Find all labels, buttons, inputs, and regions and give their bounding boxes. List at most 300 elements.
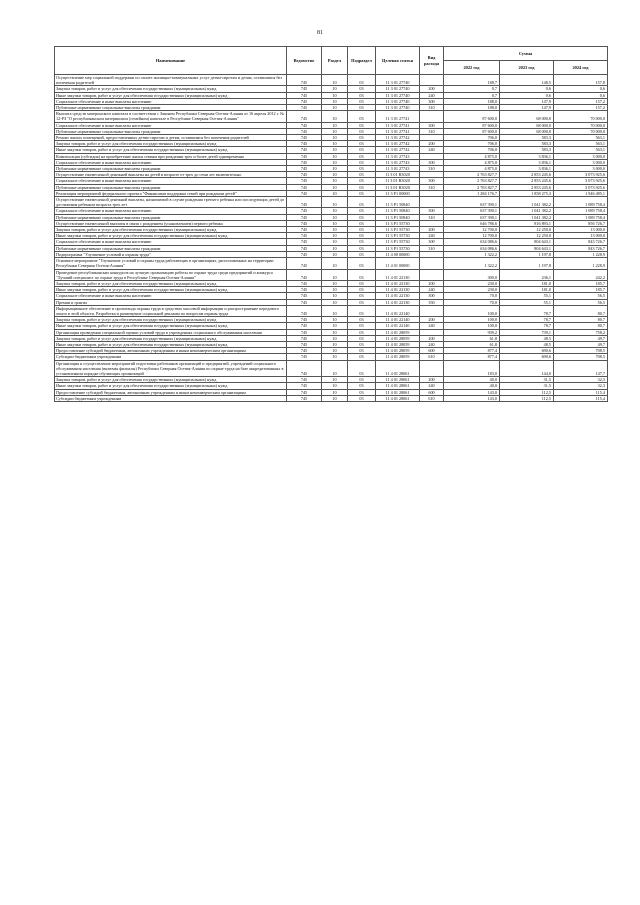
row-2024: 708,5: [554, 348, 608, 354]
row-2023: 12 250,0: [500, 233, 554, 239]
row-ministry: 745: [287, 287, 322, 293]
row-name: Иные закупки товаров, работ и услуг для обеспечения государственных (муниципальных) нужд: [55, 147, 287, 153]
row-section: 10: [322, 178, 348, 184]
row-2022: 87 600,0: [444, 111, 500, 122]
row-subsection: 03: [348, 341, 376, 347]
row-target: 11 3 P1 55730: [376, 245, 420, 251]
row-2022: 143,0: [444, 389, 500, 395]
row-subsection: 03: [348, 166, 376, 172]
row-name: Социальное обеспечение и иные выплаты населению: [55, 122, 287, 128]
row-expense: 610: [420, 395, 444, 401]
row-target: 11 4 01 28061: [376, 395, 420, 401]
row-expense: 600: [420, 389, 444, 395]
row-name: Закупка товаров, работ и услуг для обеспечения государственных (муниципальных) нужд: [55, 280, 287, 286]
row-name: Субсидии бюджетным учреждениям: [55, 395, 287, 401]
row-ministry: 745: [287, 323, 322, 329]
row-2024: 843 726,7: [554, 239, 608, 245]
page-number: 81: [317, 30, 323, 36]
table-row: [55, 305, 608, 316]
row-2022: 4 875,0: [444, 159, 500, 165]
row-ministry: 745: [287, 348, 322, 354]
row-2024: 147,7: [554, 360, 608, 377]
row-target: 11 4 01 28059: [376, 354, 420, 360]
row-2024: 3 073 925,6: [554, 184, 608, 190]
row-2022: 2 763 827,7: [444, 172, 500, 178]
row-2022: 100,0: [444, 323, 500, 329]
row-expense: 200: [420, 317, 444, 323]
row-2022: 40,0: [444, 377, 500, 383]
row-2023: 181,0: [500, 280, 554, 286]
row-2024: 13 000,0: [554, 233, 608, 239]
row-section: 10: [322, 287, 348, 293]
row-name: Организация проведения специальной оценки условий труда в учреждениях социального обслуживания населения: [55, 329, 287, 335]
row-name: Информационное обеспечение и пропаганда охраны труда в средствах массовой информации и распространение передового опыта в этой области. Разработка и размещение социальной рекламы по вопросам охраны труда: [55, 305, 287, 316]
row-subsection: 03: [348, 159, 376, 165]
row-subsection: 03: [348, 98, 376, 104]
row-2022: 637 390,1: [444, 214, 500, 220]
row-target: 11 3 01 27740: [376, 105, 420, 111]
row-subsection: 03: [348, 239, 376, 245]
row-subsection: 03: [348, 335, 376, 341]
row-expense: 240: [420, 147, 444, 153]
row-section: 10: [322, 354, 348, 360]
row-name: Осуществление мер социальной поддержки по оплате жилищно-коммунальных услуг детям-сиротам и детям, оставшимся без попечения родителей: [55, 75, 287, 86]
row-name: Иные закупки товаров, работ и услуг для обеспечения государственных (муниципальных) нужд: [55, 383, 287, 389]
row-expense: 200: [420, 86, 444, 92]
row-name: Публичные нормативные социальные выплаты гражданам: [55, 214, 287, 220]
row-section: 10: [322, 269, 348, 280]
row-section: 10: [322, 184, 348, 190]
row-section: 10: [322, 329, 348, 335]
row-2022: 637 390,1: [444, 197, 500, 208]
row-subsection: 03: [348, 354, 376, 360]
row-expense: [420, 111, 444, 122]
row-subsection: 03: [348, 329, 376, 335]
row-section: 10: [322, 197, 348, 208]
row-2022: 2 763 827,7: [444, 184, 500, 190]
row-section: 10: [322, 172, 348, 178]
row-ministry: 745: [287, 172, 322, 178]
row-2024: 1 228,9: [554, 251, 608, 257]
row-name: Реализация мероприятий федерального проекта "Финансовая поддержка семей при рождении детей": [55, 190, 287, 196]
row-name: Проведение республиканских конкурсов на лучшую организацию работы по охране труда среди предприятий и конкурса "Лучший специалист по охране труда в Республике Северная Осетия-Алания": [55, 269, 287, 280]
row-2023: 112,5: [500, 389, 554, 395]
row-2023: 12 250,0: [500, 227, 554, 233]
row-2022: 87 600,0: [444, 128, 500, 134]
row-target: 11 4 01 28061: [376, 383, 420, 389]
row-expense: 200: [420, 377, 444, 383]
row-expense: [420, 360, 444, 377]
row-target: 11 4 01 22130: [376, 269, 420, 280]
row-name: Закупка товаров, работ и услуг для обеспечения государственных (муниципальных) нужд: [55, 377, 287, 383]
row-section: 10: [322, 220, 348, 226]
row-name: Закупка товаров, работ и услуг для обеспечения государственных (муниципальных) нужд: [55, 141, 287, 147]
row-2023: 583,3: [500, 141, 554, 147]
row-2023: 1 197,8: [500, 258, 554, 269]
row-name: Публичные нормативные социальные выплаты гражданам: [55, 166, 287, 172]
row-ministry: 745: [287, 245, 322, 251]
row-2022: 706,0: [444, 147, 500, 153]
row-2024: 0,6: [554, 86, 608, 92]
row-target: 11 3 P1 55730: [376, 220, 420, 226]
row-expense: 300: [420, 293, 444, 299]
row-target: 11 4 01 22130: [376, 293, 420, 299]
header-sum: Сумма: [444, 47, 608, 61]
row-target: 11 4 01 28061: [376, 389, 420, 395]
row-section: 10: [322, 208, 348, 214]
row-name: Предоставление субсидий бюджетным, автономным учреждениям и иным некоммерческим организациям: [55, 348, 287, 354]
row-subsection: 03: [348, 245, 376, 251]
row-section: 10: [322, 335, 348, 341]
row-subsection: 03: [348, 105, 376, 111]
row-name: Закупка товаров, работ и услуг для обеспечения государственных (муниципальных) нужд: [55, 227, 287, 233]
row-expense: 310: [420, 166, 444, 172]
row-2024: 157,2: [554, 105, 608, 111]
row-2024: 115,4: [554, 389, 608, 395]
row-name: Социальное обеспечение и иные выплаты населению: [55, 178, 287, 184]
row-ministry: 745: [287, 329, 322, 335]
row-subsection: 03: [348, 377, 376, 383]
header-name: Наименование: [55, 47, 287, 75]
row-ministry: 745: [287, 354, 322, 360]
row-ministry: 745: [287, 141, 322, 147]
row-2024: 1 228,9: [554, 258, 608, 269]
row-2022: 1 284 176,7: [444, 190, 500, 196]
row-section: 10: [322, 389, 348, 395]
row-subsection: 03: [348, 220, 376, 226]
row-2023: 112,5: [500, 395, 554, 401]
row-ministry: 745: [287, 111, 322, 122]
row-2023: 78,7: [500, 323, 554, 329]
row-section: 10: [322, 159, 348, 165]
row-2023: 144,0: [500, 360, 554, 377]
row-section: 10: [322, 128, 348, 134]
row-subsection: 03: [348, 141, 376, 147]
row-subsection: 03: [348, 92, 376, 98]
row-ministry: 745: [287, 153, 322, 159]
row-ministry: 745: [287, 251, 322, 257]
row-ministry: 745: [287, 383, 322, 389]
row-2024: 563,1: [554, 135, 608, 141]
row-section: 10: [322, 111, 348, 122]
row-target: 11 4 01 28061: [376, 377, 420, 383]
row-2023: 739,1: [500, 329, 554, 335]
row-name: Публичные нормативные социальные выплаты гражданам: [55, 184, 287, 190]
row-expense: 310: [420, 245, 444, 251]
header-ministry: Ведомство: [287, 47, 322, 75]
row-expense: 200: [420, 227, 444, 233]
row-target: 11 3 P1 00000: [376, 190, 420, 196]
row-expense: 300: [420, 239, 444, 245]
row-ministry: 745: [287, 305, 322, 316]
row-subsection: 03: [348, 287, 376, 293]
row-subsection: 03: [348, 251, 376, 257]
row-2024: 80,7: [554, 305, 608, 316]
row-section: 10: [322, 135, 348, 141]
row-target: 11 3 P1 50840: [376, 214, 420, 220]
row-name: Социальное обеспечение и иные выплаты населению: [55, 98, 287, 104]
row-target: 11 4 01 22140: [376, 323, 420, 329]
row-2024: 3 000,0: [554, 153, 608, 159]
row-2023: 31,5: [500, 383, 554, 389]
row-subsection: 03: [348, 214, 376, 220]
row-section: 10: [322, 299, 348, 305]
row-2023: 148,5: [500, 75, 554, 86]
row-2024: 563,1: [554, 147, 608, 153]
row-name: Публичные нормативные социальные выплаты гражданам: [55, 105, 287, 111]
row-section: 10: [322, 141, 348, 147]
header-section: Раздел: [322, 47, 348, 75]
row-2022: 0,7: [444, 86, 500, 92]
row-2022: 634 086,6: [444, 245, 500, 251]
row-2022: 87 600,0: [444, 122, 500, 128]
row-2024: 0,6: [554, 92, 608, 98]
row-subsection: 03: [348, 128, 376, 134]
row-section: 10: [322, 251, 348, 257]
row-2023: 583,3: [500, 135, 554, 141]
row-section: 10: [322, 377, 348, 383]
row-2024: 32,3: [554, 383, 608, 389]
row-subsection: 03: [348, 135, 376, 141]
row-2024: 13 000,0: [554, 227, 608, 233]
row-ministry: 745: [287, 105, 322, 111]
row-section: 10: [322, 395, 348, 401]
row-target: 11 3 01 27740: [376, 86, 420, 92]
row-2022: 877,4: [444, 354, 500, 360]
row-target: 11 4 00 00000: [376, 251, 420, 257]
header-2024: 2024 год: [554, 61, 608, 75]
row-subsection: 03: [348, 75, 376, 86]
row-2023: 690,6: [500, 354, 554, 360]
row-target: 11 3 01 27740: [376, 75, 420, 86]
row-2024: 70 000,0: [554, 122, 608, 128]
row-target: 11 3 01 27741: [376, 128, 420, 134]
row-name: Закупка товаров, работ и услуг для обеспечения государственных (муниципальных) нужд: [55, 335, 287, 341]
row-2022: 143,0: [444, 395, 500, 401]
row-expense: 240: [420, 383, 444, 389]
row-2024: 242,2: [554, 269, 608, 280]
row-2024: 708,5: [554, 354, 608, 360]
row-expense: 300: [420, 122, 444, 128]
row-2024: 70 000,0: [554, 128, 608, 134]
row-section: 10: [322, 317, 348, 323]
table-row: [55, 111, 608, 122]
budget-table: [54, 46, 608, 402]
row-2023: 181,0: [500, 287, 554, 293]
row-2024: 49,7: [554, 341, 608, 347]
row-name: Социальное обеспечение и иные выплаты населению: [55, 208, 287, 214]
row-2023: 816 893,1: [500, 220, 554, 226]
row-2024: 3 000,0: [554, 166, 608, 172]
row-2022: 706,0: [444, 135, 500, 141]
table-row: [55, 258, 608, 269]
row-target: 11 4 01 28059: [376, 329, 420, 335]
row-ministry: 745: [287, 317, 322, 323]
row-target: 11 3 01 R3020: [376, 172, 420, 178]
row-expense: [420, 75, 444, 86]
row-name: Закупка товаров, работ и услуг для обеспечения государственных (муниципальных) нужд: [55, 86, 287, 92]
row-2023: 1 041 382,2: [500, 208, 554, 214]
row-2023: 804 643,1: [500, 239, 554, 245]
header-2023: 2023 год: [500, 61, 554, 75]
row-section: 10: [322, 293, 348, 299]
row-section: 10: [322, 323, 348, 329]
row-target: 11 3 P1 50840: [376, 197, 420, 208]
row-ministry: 745: [287, 335, 322, 341]
row-2022: 706,0: [444, 141, 500, 147]
row-ministry: 745: [287, 299, 322, 305]
row-subsection: 03: [348, 184, 376, 190]
row-ministry: 745: [287, 377, 322, 383]
row-ministry: 745: [287, 197, 322, 208]
row-subsection: 03: [348, 389, 376, 395]
row-ministry: 745: [287, 239, 322, 245]
row-2024: 3 073 925,6: [554, 172, 608, 178]
row-target: 11 4 01 22130: [376, 299, 420, 305]
row-target: 11 4 01 00000: [376, 258, 420, 269]
row-section: 10: [322, 258, 348, 269]
row-target: 11 4 01 22130: [376, 287, 420, 293]
row-section: 10: [322, 233, 348, 239]
row-2023: 1 041 382,2: [500, 214, 554, 220]
row-section: 10: [322, 245, 348, 251]
row-expense: 600: [420, 348, 444, 354]
header-target: Целевая статья: [376, 47, 420, 75]
row-ministry: 745: [287, 122, 322, 128]
row-section: 10: [322, 92, 348, 98]
row-2022: 0,7: [444, 92, 500, 98]
table-body: [55, 75, 608, 402]
row-subsection: 03: [348, 383, 376, 389]
row-2024: 115,4: [554, 395, 608, 401]
row-subsection: 03: [348, 323, 376, 329]
row-target: 11 3 01 27743: [376, 153, 420, 159]
row-name: Организация и осуществление мероприятий подготовки работников организаций и предприятий, учреждений социального обслуживания населения (включая филиалы) Республики Северная Осетия-Алания по охране труда на базе аккредитованных в установленном порядке обучающих организаций: [55, 360, 287, 377]
row-2022: 300,0: [444, 269, 500, 280]
row-2022: 230,0: [444, 280, 500, 286]
row-ministry: 745: [287, 208, 322, 214]
row-subsection: 03: [348, 348, 376, 354]
row-2023: 2 853 245,6: [500, 178, 554, 184]
row-ministry: 745: [287, 166, 322, 172]
table-row: [55, 360, 608, 377]
row-2024: 157,8: [554, 75, 608, 86]
row-2022: 12 700,0: [444, 233, 500, 239]
row-2022: 4 875,0: [444, 166, 500, 172]
row-2022: 40,0: [444, 383, 500, 389]
row-2022: 939,2: [444, 329, 500, 335]
row-expense: 310: [420, 105, 444, 111]
row-section: 10: [322, 98, 348, 104]
row-2023: 583,3: [500, 147, 554, 153]
row-expense: 300: [420, 208, 444, 214]
row-name: Социальное обеспечение и иные выплаты населению: [55, 293, 287, 299]
row-expense: 240: [420, 341, 444, 347]
row-expense: 610: [420, 354, 444, 360]
row-ministry: 745: [287, 341, 322, 347]
row-target: 11 4 01 28059: [376, 348, 420, 354]
row-name: Осуществление ежемесячной выплаты в связи с рождением (усыновлением) первого ребенка: [55, 220, 287, 226]
row-target: 11 3 01 27740: [376, 92, 420, 98]
row-subsection: 03: [348, 190, 376, 196]
row-2024: 3 000,0: [554, 159, 608, 165]
row-2022: 230,0: [444, 287, 500, 293]
row-subsection: 03: [348, 280, 376, 286]
row-expense: [420, 258, 444, 269]
row-2024: 49,7: [554, 335, 608, 341]
row-2023: 1 858 275,3: [500, 190, 554, 196]
row-expense: 310: [420, 128, 444, 134]
row-ministry: 745: [287, 360, 322, 377]
row-expense: 200: [420, 335, 444, 341]
row-2022: 12 700,0: [444, 227, 500, 233]
row-expense: 310: [420, 214, 444, 220]
row-name: Выплата средств материнского капитала в соответствии с Законом Республики Северная Осетия-Алания от 16 апреля 2012 г. № 12-РЗ "О республиканском материнском (семейном) капитале в Республике Северная Осетия-Алания": [55, 111, 287, 122]
row-2022: 100,0: [444, 305, 500, 316]
header-expense: Вид расхода: [420, 47, 444, 75]
row-section: 10: [322, 190, 348, 196]
row-2022: 637 390,1: [444, 208, 500, 214]
row-name: Иные закупки товаров, работ и услуг для обеспечения государственных (муниципальных) нужд: [55, 233, 287, 239]
row-2024: 1 946 485,1: [554, 190, 608, 196]
table-row: [55, 75, 608, 86]
table-row: [55, 395, 608, 401]
row-2023: 3 836,1: [500, 159, 554, 165]
row-target: 11 4 01 22140: [376, 305, 420, 316]
row-name: Иные закупки товаров, работ и услуг для обеспечения государственных (муниципальных) нужд: [55, 341, 287, 347]
row-name: Закупка товаров, работ и услуг для обеспечения государственных (муниципальных) нужд: [55, 317, 287, 323]
row-expense: [420, 305, 444, 316]
row-subsection: 03: [348, 317, 376, 323]
row-expense: 200: [420, 141, 444, 147]
row-section: 10: [322, 105, 348, 111]
row-2023: 1 041 382,2: [500, 197, 554, 208]
row-ministry: 745: [287, 214, 322, 220]
row-ministry: 745: [287, 233, 322, 239]
row-subsection: 03: [348, 197, 376, 208]
row-target: 11 3 01 27743: [376, 159, 420, 165]
row-ministry: 745: [287, 128, 322, 134]
row-2023: 147,9: [500, 105, 554, 111]
row-2023: 48,5: [500, 341, 554, 347]
row-name: Осуществление ежемесячной денежной выплаты на детей в возрасте от трех до семи лет включительно: [55, 172, 287, 178]
row-2023: 55,1: [500, 293, 554, 299]
row-section: 10: [322, 153, 348, 159]
row-target: 11 3 01 27742: [376, 141, 420, 147]
row-expense: 240: [420, 287, 444, 293]
row-section: 10: [322, 341, 348, 347]
row-2023: 690,6: [500, 348, 554, 354]
row-ministry: 745: [287, 86, 322, 92]
row-2024: 80,7: [554, 317, 608, 323]
row-2022: 634 086,6: [444, 239, 500, 245]
row-name: Компенсация (субсидия) на приобретение жилья семьям при рождении трех и более детей одновременно: [55, 153, 287, 159]
row-2022: 646 786,6: [444, 220, 500, 226]
row-2024: 3 073 925,6: [554, 178, 608, 184]
row-2023: 78,7: [500, 317, 554, 323]
row-subsection: 03: [348, 208, 376, 214]
row-ministry: 745: [287, 92, 322, 98]
row-subsection: 03: [348, 360, 376, 377]
header-2022: 2022 год: [444, 61, 500, 75]
row-target: 11 3 01 R3020: [376, 178, 420, 184]
row-target: 11 3 01 27741: [376, 111, 420, 122]
row-subsection: 03: [348, 269, 376, 280]
row-2022: 100,0: [444, 317, 500, 323]
row-expense: 240: [420, 92, 444, 98]
row-2024: 1 089 758,4: [554, 197, 608, 208]
row-2022: 1 322,2: [444, 251, 500, 257]
